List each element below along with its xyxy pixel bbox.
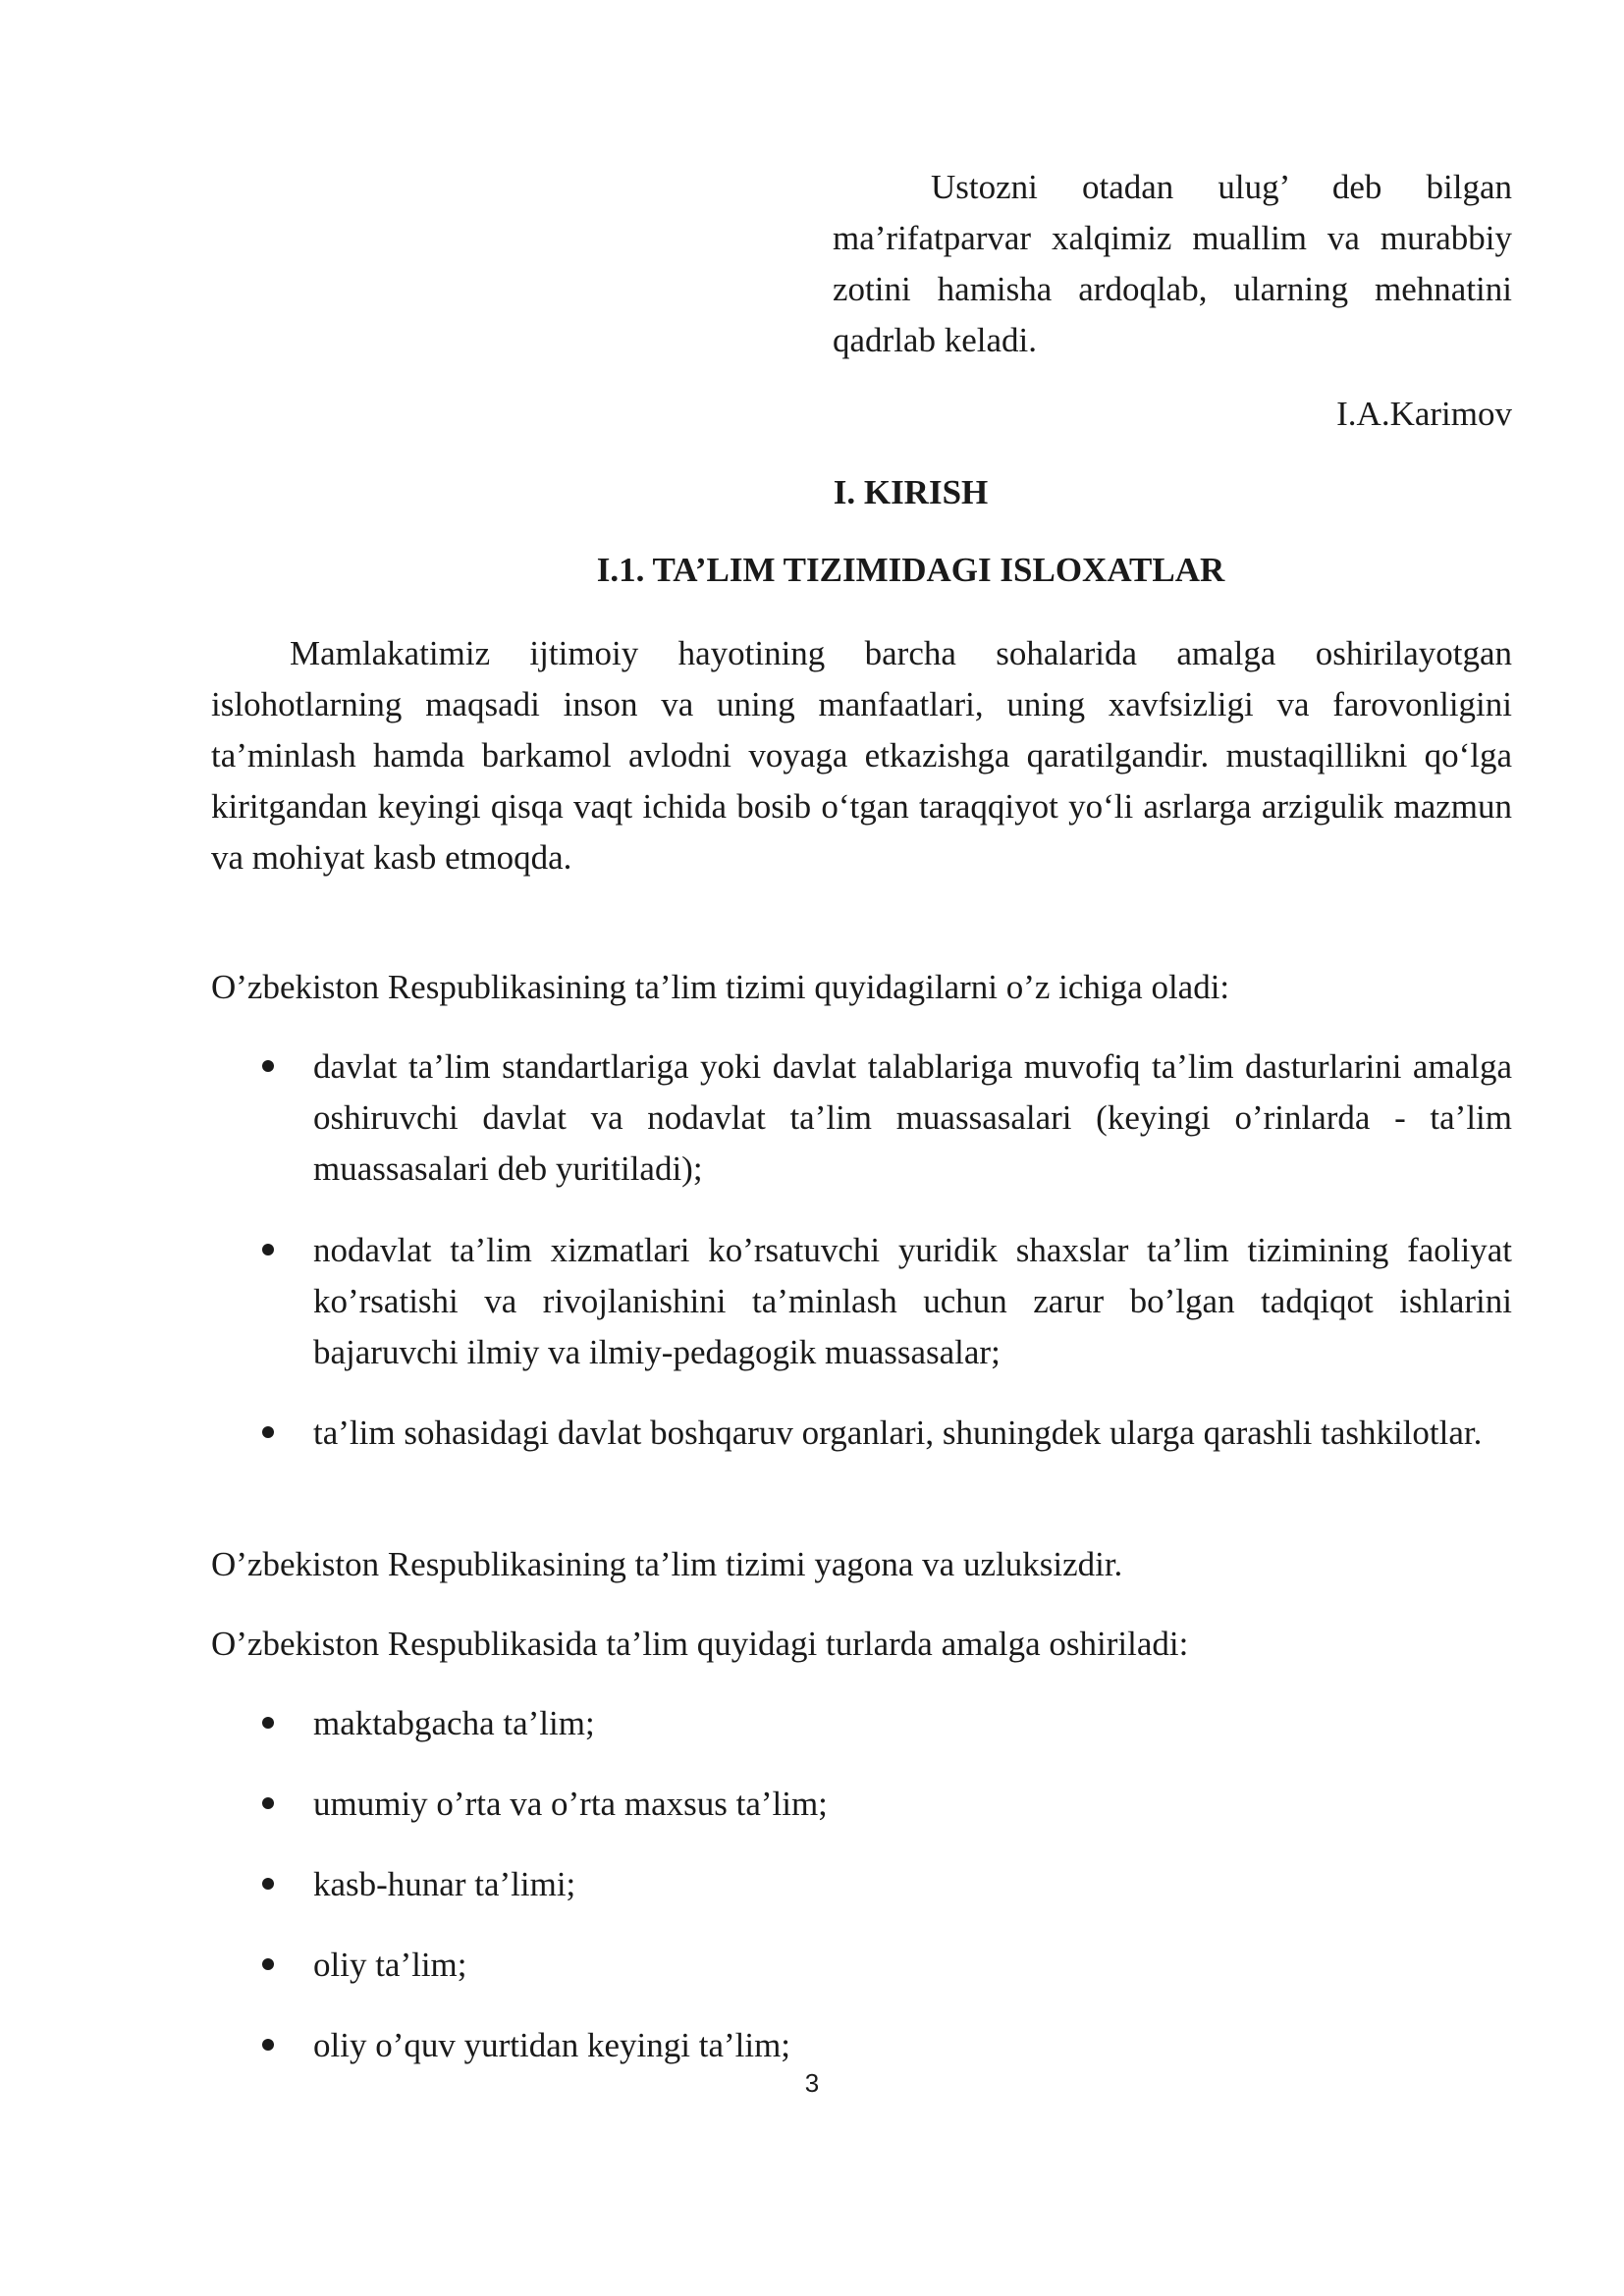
chapter-heading: I. KIRISH — [833, 473, 989, 511]
system-intro: O’zbekiston Respublikasining ta’lim tizimi quyidagilarni o’z ichiga oladi: — [211, 968, 1230, 1006]
list-item — [211, 1698, 1512, 1749]
epigraph-author: I.A.Karimov — [1336, 395, 1512, 433]
bullet-icon — [262, 1878, 274, 1890]
bullet-icon — [262, 1958, 274, 1970]
page-number: 3 — [804, 2068, 820, 2098]
intro-paragraph: Mamlakatimiz ijtimoiy hayotining barcha sohalarida amalga oshirilayotgan islohotlarning maqsadi inson va uning manfaatlari, uning xavfsizligi va farovonligini ta’minlash hamda barkamol avlodni voyaga etkazishga qaratilgandir. mustaqillikni qo‘lga kiritgandan keyingi qisqa vaqt ichida bosib o‘tgan taraqqiyot yo‘li asrlarga arzigulik mazmun va mohiyat kasb etmoqda. — [211, 634, 1512, 877]
epigraph — [833, 162, 1512, 366]
list-item-text: kasb-hunar ta’limi; — [313, 1865, 576, 1903]
list-item — [211, 1859, 1512, 1910]
epigraph-text: Ustozni otadan ulug’ deb bilgan ma’rifatparvar xalqimiz muallim va murabbiy zotini hamisha ardoqlab, ularning mehnatini qadrlab keladi. — [833, 168, 1512, 359]
bullet-icon — [262, 1426, 274, 1438]
system-list — [211, 1041, 1512, 1195]
types-item-3 — [211, 1859, 1512, 1910]
system-intro-section — [211, 962, 1512, 1013]
types-item-4 — [211, 1940, 1512, 1991]
types-intro: O’zbekiston Respublikasida ta’lim quyidagi turlarda amalga oshiriladi: — [211, 1625, 1189, 1663]
list-item-text: maktabgacha ta’lim; — [313, 1704, 595, 1742]
system-list-2 — [211, 1225, 1512, 1378]
system-list-3 — [211, 1408, 1512, 1459]
bullet-icon — [262, 1717, 274, 1729]
list-item — [211, 1225, 1512, 1378]
list-item-text: oliy o’quv yurtidan keyingi ta’lim; — [313, 2026, 791, 2064]
list-item-text: umumiy o’rta va o’rta maxsus ta’lim; — [313, 1785, 828, 1823]
types-item-5 — [211, 2020, 1512, 2071]
list-item-text: ta’lim sohasidagi davlat boshqaruv organlari, shuningdek ularga qarashli tashkilotlar. — [313, 1414, 1483, 1452]
bullet-icon — [262, 1060, 274, 1072]
types-item-1 — [211, 1698, 1512, 1749]
list-item-text: davlat ta’lim standartlariga yoki davlat talablariga muvofiq ta’lim dasturlarini amalga oshiruvchi davlat va nodavlat ta’lim muassasalari (keyingi o’rinlarda - ta’lim muassasalari deb yuritiladi); — [313, 1047, 1512, 1188]
section-heading: I.1. TA’LIM TIZIMIDAGI ISLOXATLAR — [596, 551, 1225, 589]
list-item-text: oliy ta’lim; — [313, 1946, 467, 1984]
list-item — [211, 1940, 1512, 1991]
list-item-text: nodavlat ta’lim xizmatlari ko’rsatuvchi yuridik shaxslar ta’lim tizimining faoliyat ko’rsatishi va rivojlanishini ta’minlash uchun zarur bo’lgan tadqiqot ishlarini bajaruvchi ilmiy va ilmiy-pedagogik muassasalar; — [313, 1231, 1512, 1371]
system-statement-section — [211, 1539, 1512, 1590]
bullet-icon — [262, 2039, 274, 2051]
list-item — [211, 1779, 1512, 1830]
system-statement: O’zbekiston Respublikasining ta’lim tizimi yagona va uzluksizdir. — [211, 1545, 1123, 1583]
list-item — [211, 2020, 1512, 2071]
intro-section — [211, 628, 1512, 883]
bullet-icon — [262, 1244, 274, 1255]
types-intro-section — [211, 1619, 1512, 1670]
list-item — [211, 1408, 1512, 1459]
types-item-2 — [211, 1779, 1512, 1830]
list-item — [211, 1041, 1512, 1195]
bullet-icon — [262, 1797, 274, 1809]
